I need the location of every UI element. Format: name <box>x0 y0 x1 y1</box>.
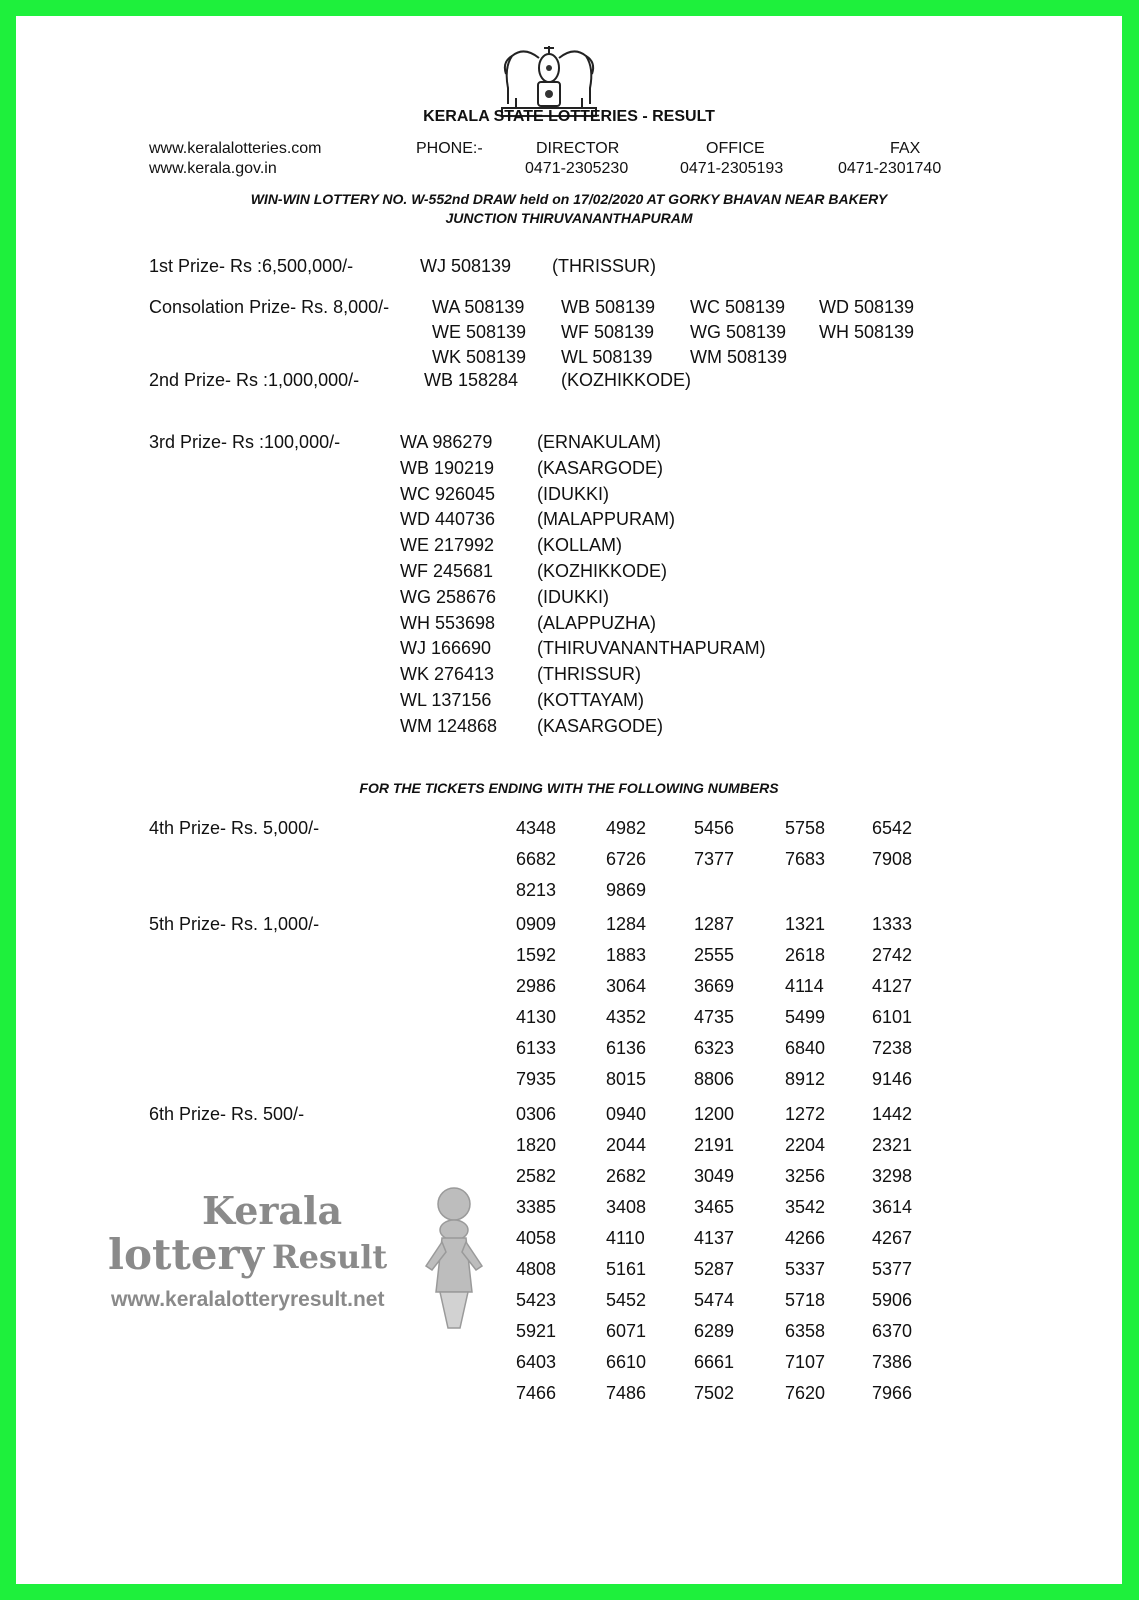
ticket-number: 1200 <box>694 1104 735 1124</box>
consolation-prize-label: Consolation Prize- Rs. 8,000/- <box>149 297 390 317</box>
consolation-ticket: WE 508139 <box>432 322 527 342</box>
third-prize-ticket: WB 190219 <box>400 457 495 478</box>
third-prize-place: (ERNAKULAM) <box>537 432 662 452</box>
ticket-number: 8912 <box>785 1069 826 1089</box>
ticket-number: 2204 <box>785 1135 826 1155</box>
ticket-number: 1333 <box>872 914 913 934</box>
ticket-number: 3614 <box>872 1197 913 1217</box>
ticket-number: 3465 <box>694 1197 735 1217</box>
ticket-number: 3256 <box>785 1166 826 1186</box>
ticket-number: 2618 <box>785 945 826 965</box>
ticket-number: 7502 <box>694 1383 735 1403</box>
third-prize-place: (IDUKKI) <box>537 483 609 504</box>
consolation-ticket: WA 508139 <box>432 297 525 317</box>
ending-numbers-heading: FOR THE TICKETS ENDING WITH THE FOLLOWING NUMBERS <box>359 780 779 796</box>
ticket-number: 6289 <box>694 1321 735 1341</box>
ticket-number: 6726 <box>606 849 647 869</box>
ticket-number: 4982 <box>606 818 647 838</box>
website-link-2[interactable]: www.kerala.gov.in <box>149 160 277 177</box>
ticket-number: 6610 <box>606 1352 647 1372</box>
ticket-number: 4266 <box>785 1228 826 1248</box>
office-label: OFFICE <box>706 140 765 157</box>
director-label: DIRECTOR <box>536 140 620 157</box>
ticket-number: 8213 <box>516 880 557 900</box>
ticket-number: 6403 <box>516 1352 557 1372</box>
ticket-number: 6323 <box>694 1038 735 1058</box>
ticket-number: 2682 <box>606 1166 647 1186</box>
ticket-number: 5499 <box>785 1007 826 1027</box>
consolation-ticket: WF 508139 <box>561 322 655 342</box>
ticket-number: 4058 <box>516 1228 557 1248</box>
watermark-kerala: Kerala <box>202 1188 343 1233</box>
ticket-number: 6840 <box>785 1038 826 1058</box>
ticket-number: 6071 <box>606 1321 647 1341</box>
ticket-number: 4137 <box>694 1228 735 1248</box>
draw-info-line-1: WIN-WIN LOTTERY NO. W-552nd DRAW held on 17/02/2020 AT GORKY BHAVAN NEAR BAKERY <box>250 191 888 207</box>
ticket-number: 6542 <box>872 818 913 838</box>
ticket-number: 5337 <box>785 1259 826 1279</box>
ticket-number: 0909 <box>516 914 557 934</box>
third-prize-ticket: WK 276413 <box>400 664 495 685</box>
director-phone: 0471-2305230 <box>525 160 629 177</box>
ticket-number: 7238 <box>872 1038 913 1058</box>
consolation-ticket: WM 508139 <box>690 347 788 367</box>
ticket-number: 4114 <box>785 976 824 996</box>
ticket-number: 6370 <box>872 1321 913 1341</box>
ticket-number: 7466 <box>516 1383 557 1403</box>
ticket-number: 5456 <box>694 818 735 838</box>
third-prize-place: (THIRUVANANTHAPURAM) <box>537 638 766 659</box>
second-prize-place: (KOZHIKKODE) <box>561 370 692 390</box>
third-prize-ticket: WA 986279 <box>400 432 493 452</box>
consolation-ticket: WL 508139 <box>561 347 653 367</box>
website-link-1[interactable]: www.keralalotteries.com <box>149 140 322 157</box>
ticket-number: 4127 <box>872 976 913 996</box>
fax-label: FAX <box>890 140 921 157</box>
ticket-number: 6101 <box>872 1007 913 1027</box>
ticket-number: 7966 <box>872 1383 913 1403</box>
ticket-number: 3064 <box>606 976 647 996</box>
ticket-number: 5718 <box>785 1290 826 1310</box>
ticket-number: 5377 <box>872 1259 913 1279</box>
ticket-number: 4808 <box>516 1259 557 1279</box>
ticket-number: 2321 <box>872 1135 913 1155</box>
first-prize-place: (THRISSUR) <box>552 256 656 276</box>
ticket-number: 6136 <box>606 1038 647 1058</box>
ticket-number: 6133 <box>516 1038 557 1058</box>
ticket-number: 5906 <box>872 1290 913 1310</box>
third-prize-place: (IDUKKI) <box>537 586 609 607</box>
ticket-number: 7377 <box>694 849 735 869</box>
consolation-ticket: WH 508139 <box>819 322 915 342</box>
result-sheet <box>16 16 1122 1584</box>
ticket-number: 0940 <box>606 1104 647 1124</box>
consolation-ticket: WD 508139 <box>819 297 915 317</box>
ticket-number: 2582 <box>516 1166 557 1186</box>
consolation-ticket: WB 508139 <box>561 297 656 317</box>
ticket-number: 5474 <box>694 1290 735 1310</box>
watermark-result: Result <box>272 1238 388 1276</box>
ticket-number: 7935 <box>516 1069 557 1089</box>
phone-label: PHONE:- <box>416 140 483 157</box>
second-prize-label: 2nd Prize- Rs :1,000,000/- <box>149 370 360 390</box>
third-prize-ticket: WJ 166690 <box>400 638 492 659</box>
ticket-number: 7486 <box>606 1383 647 1403</box>
ticket-number: 2986 <box>516 976 557 996</box>
ticket-number: 4110 <box>606 1228 645 1248</box>
ticket-number: 2742 <box>872 945 913 965</box>
third-prize-ticket: WL 137156 <box>400 690 492 710</box>
fax-phone: 0471-2301740 <box>838 160 942 177</box>
third-prize-place: (MALAPPURAM) <box>537 509 676 530</box>
ticket-number: 4735 <box>694 1007 735 1027</box>
third-prize-place: (KOTTAYAM) <box>537 690 644 710</box>
third-prize-ticket: WD 440736 <box>400 509 496 530</box>
ticket-number: 2191 <box>694 1135 735 1155</box>
first-prize-ticket: WJ 508139 <box>420 256 512 276</box>
ticket-number: 1287 <box>694 914 735 934</box>
third-prize-ticket: WH 553698 <box>400 612 496 633</box>
ticket-number: 3385 <box>516 1197 557 1217</box>
third-prize-place: (THRISSUR) <box>537 664 641 685</box>
ticket-number: 1592 <box>516 945 557 965</box>
ticket-number: 6358 <box>785 1321 826 1341</box>
fifth-prize-label: 5th Prize- Rs. 1,000/- <box>149 914 320 934</box>
ticket-number: 7620 <box>785 1383 826 1403</box>
ticket-number: 3298 <box>872 1166 913 1186</box>
ticket-number: 4267 <box>872 1228 913 1248</box>
third-prize-label: 3rd Prize- Rs :100,000/- <box>149 432 341 452</box>
third-prize-place: (KOLLAM) <box>537 535 623 556</box>
third-prize-place: (KOZHIKKODE) <box>537 561 668 581</box>
ticket-number: 8015 <box>606 1069 647 1089</box>
consolation-ticket: WG 508139 <box>690 322 787 342</box>
sixth-prize-label: 6th Prize- Rs. 500/- <box>149 1104 305 1124</box>
ticket-number: 7107 <box>785 1352 826 1372</box>
ticket-number: 5452 <box>606 1290 647 1310</box>
consolation-ticket: WC 508139 <box>690 297 786 317</box>
ticket-number: 5287 <box>694 1259 735 1279</box>
ticket-number: 1321 <box>785 914 826 934</box>
ticket-number: 1883 <box>606 945 647 965</box>
ticket-number: 1820 <box>516 1135 557 1155</box>
ticket-number: 7683 <box>785 849 826 869</box>
ticket-number: 9146 <box>872 1069 913 1089</box>
ticket-number: 7908 <box>872 849 913 869</box>
ticket-number: 4352 <box>606 1007 647 1027</box>
third-prize-ticket: WF 245681 <box>400 561 494 581</box>
ticket-number: 3049 <box>694 1166 735 1186</box>
third-prize-place: (ALAPPUZHA) <box>537 612 657 633</box>
ticket-number: 8806 <box>694 1069 735 1089</box>
ticket-number: 0306 <box>516 1104 557 1124</box>
consolation-ticket: WK 508139 <box>432 347 527 367</box>
ticket-number: 3408 <box>606 1197 647 1217</box>
third-prize-ticket: WC 926045 <box>400 483 496 504</box>
ticket-number: 7386 <box>872 1352 913 1372</box>
ticket-number: 4348 <box>516 818 557 838</box>
ticket-number: 1272 <box>785 1104 826 1124</box>
third-prize-ticket: WE 217992 <box>400 535 495 556</box>
ticket-number: 5921 <box>516 1321 557 1341</box>
watermark-lottery: lottery <box>108 1230 265 1279</box>
office-phone: 0471-2305193 <box>680 160 784 177</box>
ticket-number: 1284 <box>606 914 647 934</box>
ticket-number: 6682 <box>516 849 557 869</box>
ticket-number: 6661 <box>694 1352 735 1372</box>
ticket-number: 5758 <box>785 818 826 838</box>
third-prize-ticket: WG 258676 <box>400 586 497 607</box>
second-prize-ticket: WB 158284 <box>424 370 519 390</box>
fourth-prize-label: 4th Prize- Rs. 5,000/- <box>149 818 320 838</box>
third-prize-place: (KASARGODE) <box>537 715 664 736</box>
third-prize-ticket: WM 124868 <box>400 715 498 736</box>
third-prize-place: (KASARGODE) <box>537 457 664 478</box>
ticket-number: 3669 <box>694 976 735 996</box>
ticket-number: 3542 <box>785 1197 826 1217</box>
draw-info-line-2: JUNCTION THIRUVANANTHAPURAM <box>445 210 693 226</box>
first-prize-label: 1st Prize- Rs :6,500,000/- <box>149 256 354 276</box>
mascot-icon <box>414 1182 494 1332</box>
ticket-number: 9869 <box>606 880 647 900</box>
ticket-number: 5161 <box>606 1259 647 1279</box>
ticket-number: 1442 <box>872 1104 913 1124</box>
page-title: KERALA STATE LOTTERIES - RESULT <box>423 108 715 125</box>
ticket-number: 2044 <box>606 1135 647 1155</box>
ticket-number: 2555 <box>694 945 735 965</box>
watermark-url: www.keralalotteryresult.net <box>111 1288 385 1311</box>
ticket-number: 4130 <box>516 1007 557 1027</box>
ticket-number: 5423 <box>516 1290 557 1310</box>
